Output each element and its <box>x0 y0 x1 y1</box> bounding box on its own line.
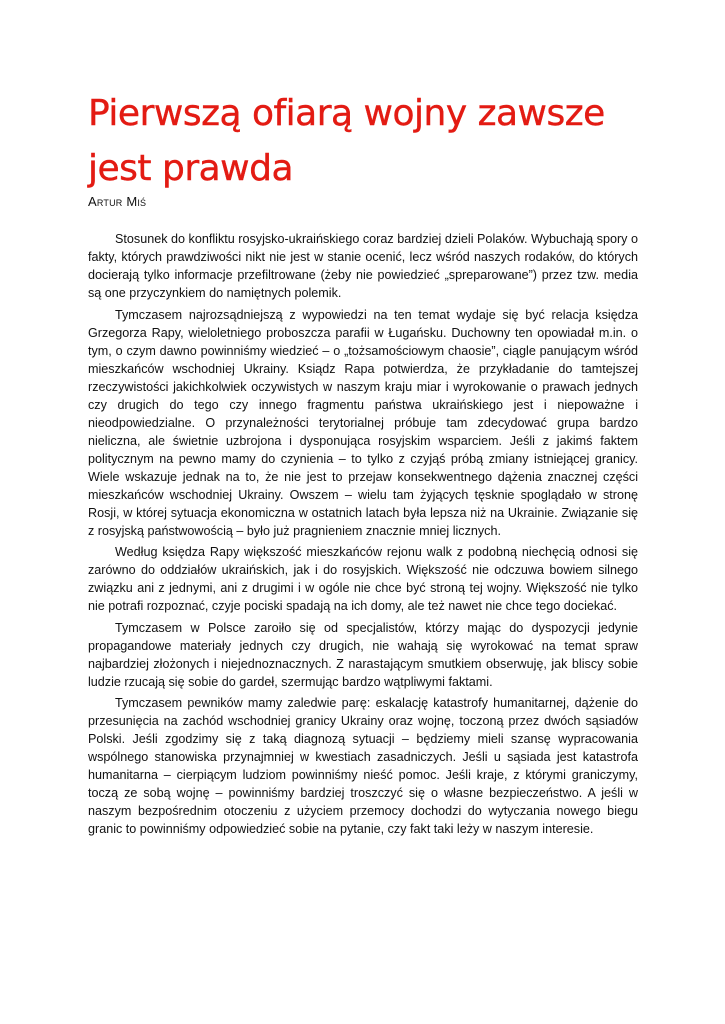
author-byline: Artur Miś <box>88 194 147 209</box>
paragraph: Tymczasem najrozsądniejszą z wypowiedzi na ten temat wydaje się być relacja księdza Grzegorza Rapy, wieloletniego proboszcza parafii w Ługańsku. Duchowny ten opowiadał m.in. o tym, o czym dawno powinniśmy wiedzieć – o „tożsamościowym chaosie”, ciągle panującym wśród mieszkańców wschodniej Ukrainy. Ksiądz Rapa potwierdza, że przykładanie do tamtejszej rzeczywistości jakichkolwiek oczywistych w naszym kraju miar i wyrokowanie o prawach jednych czy drugich do tego czy innego fragmentu państwa ukraińskiego jest i niepoważne i nieodpowiedzialne. O przynależności terytorialnej próbuje tam zdecydować grupa bardzo nieliczna, ale świetnie uzbrojona i dysponująca rosyjskim wsparciem. Jeśli z jakimś faktem politycznym na pewno mamy do czynienia – to tylko z czyjąś próbą zmiany istniejącej granicy. Wiele wskazuje jednak na to, że nie jest to przejaw konsekwentnego dążenia znacznej części mieszkańców wschodniej Ukrainy. Owszem – wielu tam żyjących tęsknie spoglądało w stronę Rosji, w której sytuacja ekonomiczna w ostatnich latach była lepsza niż na Ukrainie. Związanie się z rosyjską państwowością – było już pragnieniem znacznie mniej licznych. <box>88 307 638 538</box>
paragraph: Tymczasem pewników mamy zaledwie parę: eskalację katastrofy humanitarnej, dążenie do przesunięcia na zachód wschodniej granicy Ukrainy oraz wojnę, toczoną przez dwóch sąsiadów Polski. Jeśli zgodzimy się z taką diagnozą sytuacji – będziemy mieli szansę wypracowania wspólnego stanowiska przynajmniej w kwestiach zasadniczych. Jeśli u sąsiada jest katastrofa humanitarna – cierpiącym ludziom powinniśmy nieść pomoc. Jeśli kraje, z którymi graniczymy, toczą ze sobą wojnę – powinniśmy bardziej troszczyć się o własne bezpieczeństwo. A jeśli w naszym bezpośrednim otoczeniu z użyciem przemocy dochodzi do wytyczania nowego biegu granic to powinniśmy odpowiedzieć sobie na pytanie, czy fakt taki leży w naszym interesie. <box>88 696 638 836</box>
paragraph: Tymczasem w Polsce zaroiło się od specjalistów, którzy mając do dyspozycji jedynie propagandowe materiały jednych czy drugich, nie wahają się wyrokować na temat spraw najbardziej złożonych i niejednoznacznych. Z narastającym smutkiem obserwuję, jak bliscy sobie ludzie rzucają się sobie do gardeł, szermując bardzo wątpliwymi faktami. <box>88 620 638 689</box>
paragraph: Według księdza Rapy większość mieszkańców rejonu walk z podobną niechęcią odnosi się zarówno do oddziałów ukraińskich, jak i do rosyjskich. Większość nie odczuwa bowiem silnego związku ani z jednymi, ani z drugimi i w ogóle nie chce być stroną tej wojny. Większość nie tylko nie potrafi rozpoznać, czyje pociski spadają na ich domy, ale też nawet nie chce tego dociekać. <box>88 545 638 613</box>
paragraph: Stosunek do konfliktu rosyjsko-ukraińskiego coraz bardziej dzieli Polaków. Wybuchają spory o fakty, których prawdziwości nikt nie jest w stanie ocenić, lecz wśród naszych rodaków, do których docierają tylko informacje przefiltrowane (żeby nie powiedzieć „spreparowane”) przez tzw. media są one przyczynkiem do namiętnych polemik. <box>88 232 638 300</box>
article-body <box>88 230 638 842</box>
page-title: Pierwszą ofiarą wojny zawsze jest prawda <box>88 93 605 189</box>
